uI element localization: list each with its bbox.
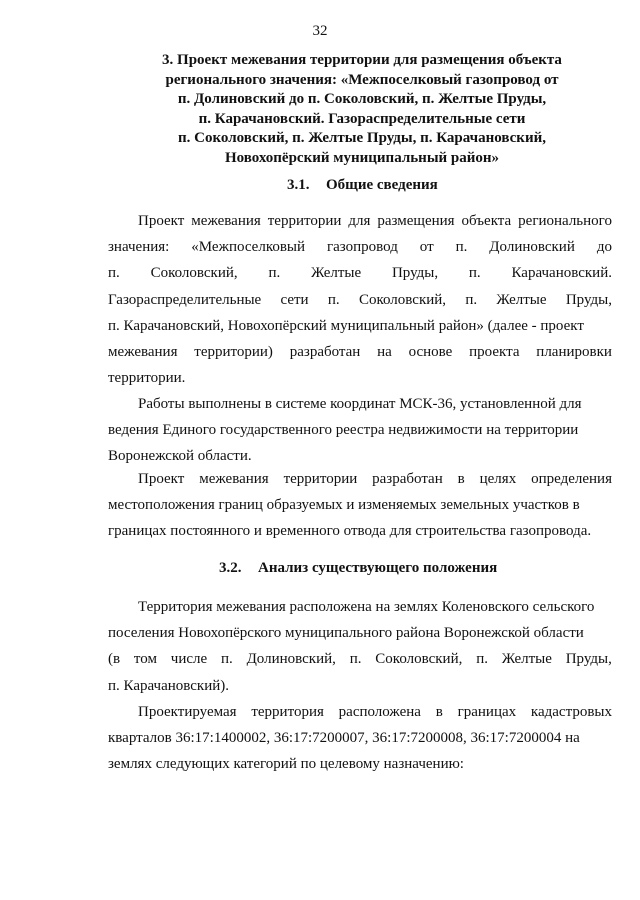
word: разработан [372, 471, 443, 487]
text-line: ведения Единого государственного реестра недвижимости на территории [108, 422, 579, 439]
word: разработан [289, 343, 361, 360]
word: до [596, 239, 612, 256]
word: Долиновский, [246, 651, 336, 668]
paragraph-cadastral-quarters [108, 699, 612, 778]
text-line [108, 339, 612, 365]
word: Пруды, [565, 651, 612, 668]
word: п. [268, 265, 281, 282]
word: от [419, 239, 434, 256]
word: газопровод [326, 239, 398, 256]
word: основе [408, 343, 453, 360]
section-title-line: регионального значения: «Межпоселковый газопровод от [165, 71, 559, 88]
word: Желтые [501, 651, 552, 668]
word: территории [267, 213, 342, 229]
text-line: Воронежской области. [108, 448, 252, 465]
word: Соколовский, [150, 265, 238, 282]
word: п. [327, 291, 340, 308]
word: целях [479, 471, 517, 487]
paragraph-purpose [108, 466, 612, 545]
word: п. [468, 265, 481, 282]
text-line: землях следующих категорий по целевому назначению: [108, 756, 464, 773]
word: Проект [138, 471, 185, 487]
text-line: п. Карачановский, Новохопёрский муниципальный район» (далее - проект [108, 317, 584, 334]
text-line [108, 208, 612, 234]
word: межевания [108, 343, 178, 360]
text-line [108, 234, 612, 260]
word: п. [220, 651, 233, 668]
word: Желтые [311, 265, 362, 282]
paragraph-project-description [108, 208, 612, 391]
word: п. [465, 291, 478, 308]
word: межевания [191, 213, 261, 229]
section-title-line: 3. Проект межевания территории для размещения объекта [162, 52, 562, 68]
word: числе [170, 651, 208, 668]
word: проекта [469, 343, 520, 360]
section-title-line: п. Карачановский. Газораспределительные сети [198, 110, 526, 127]
word: значения: [108, 239, 170, 256]
section-title-line: п. Долиновский до п. Соколовский, п. Желтые Пруды, [177, 91, 547, 107]
word: расположена [338, 704, 421, 720]
word: Долиновский [489, 239, 575, 256]
paragraph-coordinate-system [108, 391, 612, 470]
word: межевания [199, 471, 269, 487]
text-line: кварталов 36:17:1400002, 36:17:7200007, 36:17:7200008, 36:17:7200004 на [108, 730, 580, 747]
word: в [435, 704, 443, 720]
section-title-line: п. Соколовский, п. Желтые Пруды, п. Карачановский, [178, 130, 546, 146]
text-line [108, 699, 612, 725]
word: территория [251, 704, 324, 720]
paragraph-territory-location [108, 594, 612, 699]
word: Пруды, [391, 265, 439, 282]
word: п. [349, 651, 362, 668]
text-line: местоположения границ образуемых и изменяемых земельных участков в [108, 497, 580, 514]
text-line [108, 260, 612, 286]
word: объекта [461, 213, 512, 229]
word: для [348, 213, 371, 229]
text-line: территории. [108, 370, 186, 387]
word: в [457, 471, 465, 487]
word: том [133, 651, 157, 668]
word: п. [108, 265, 120, 282]
word: Карачановский. [511, 265, 612, 282]
word: размещения [377, 213, 455, 229]
word: границах [457, 704, 517, 720]
section-title [108, 51, 616, 168]
page-number: 32 [312, 23, 328, 39]
text-line: поселения Новохопёрского муниципального района Воронежской области [108, 625, 584, 642]
subsection-number: 3.1. [287, 177, 310, 193]
word: Желтые [496, 291, 547, 308]
word: сети [280, 291, 309, 308]
section-title-line: Новохопёрский муниципальный район» [224, 149, 500, 166]
word: Соколовский, [375, 651, 463, 668]
word: планировки [536, 343, 612, 360]
word: Соколовский, [358, 291, 447, 308]
word: кадастровых [530, 704, 612, 720]
word: территории) [194, 343, 273, 360]
word: п. [476, 651, 488, 668]
word: регионального [518, 213, 612, 229]
text-line: границах постоянного и временного отвода для строительства газопровода. [108, 523, 592, 540]
text-line [108, 466, 612, 492]
subsection-title: Анализ существующего положения [258, 560, 498, 576]
word: Газораспределительные [108, 291, 262, 308]
word: Проект [138, 213, 185, 229]
word: Пруды, [565, 291, 612, 308]
subsection-title: Общие сведения [326, 177, 438, 193]
text-line [108, 646, 612, 672]
word: определения [531, 471, 612, 487]
word: п. [455, 239, 468, 256]
text-line: Территория межевания расположена на землях Коленовского сельского [138, 599, 595, 615]
subsection-number: 3.2. [219, 560, 242, 576]
text-line: п. Карачановский). [108, 677, 230, 694]
word: территории [283, 471, 358, 487]
word: на [377, 343, 392, 360]
text-line [108, 287, 612, 313]
word: (в [108, 651, 121, 668]
word: Проектируемая [138, 704, 237, 720]
word: «Межпоселковый [191, 239, 306, 256]
text-line: Работы выполнены в системе координат МСК-36, установленной для [138, 396, 582, 412]
